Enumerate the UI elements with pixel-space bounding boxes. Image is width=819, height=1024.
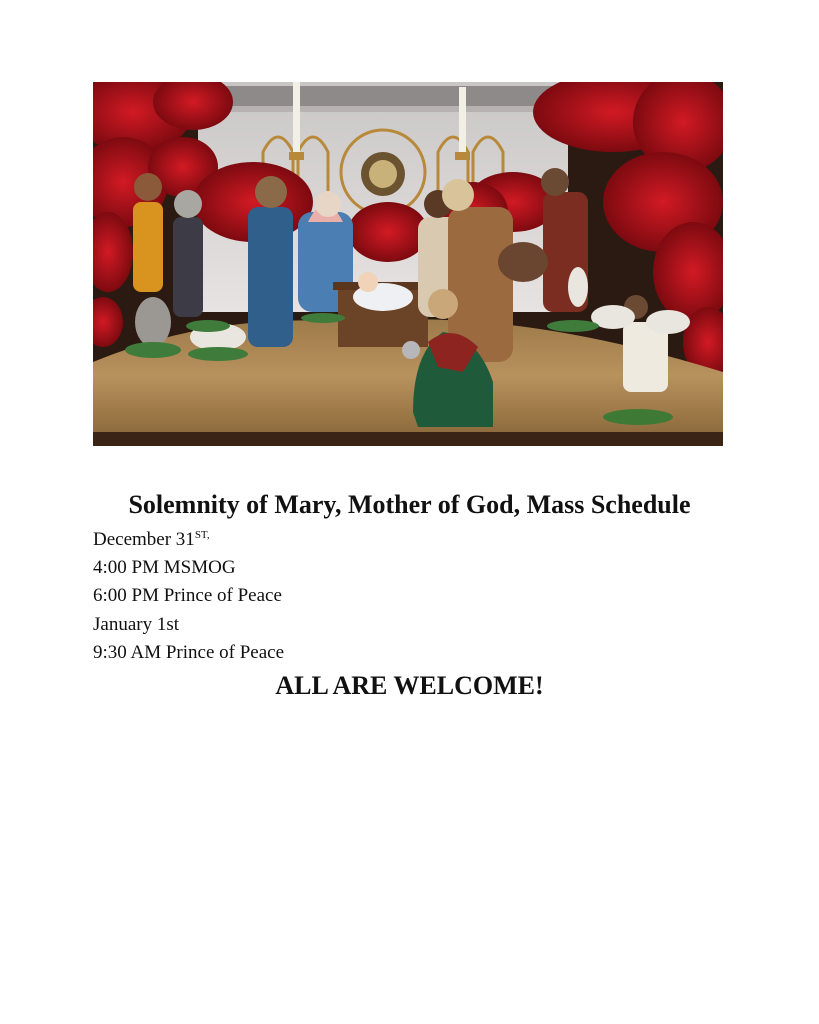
nativity-photo — [93, 82, 723, 446]
schedule-date-jan1: January 1st — [93, 613, 180, 635]
schedule-date-dec31 — [93, 526, 733, 554]
date-ordinal-suffix: ST, — [194, 529, 210, 541]
schedule-item: 6:00 PM Prince of Peace — [93, 585, 282, 607]
page-title: Solemnity of Mary, Mother of God, Mass Schedule — [128, 490, 691, 519]
mass-schedule — [93, 526, 733, 667]
schedule-item: 4:00 PM MSMOG — [93, 557, 236, 579]
date-text: December 31 — [93, 529, 195, 550]
welcome-banner: ALL ARE WELCOME! — [275, 671, 544, 700]
schedule-item: 9:30 AM Prince of Peace — [93, 641, 285, 663]
